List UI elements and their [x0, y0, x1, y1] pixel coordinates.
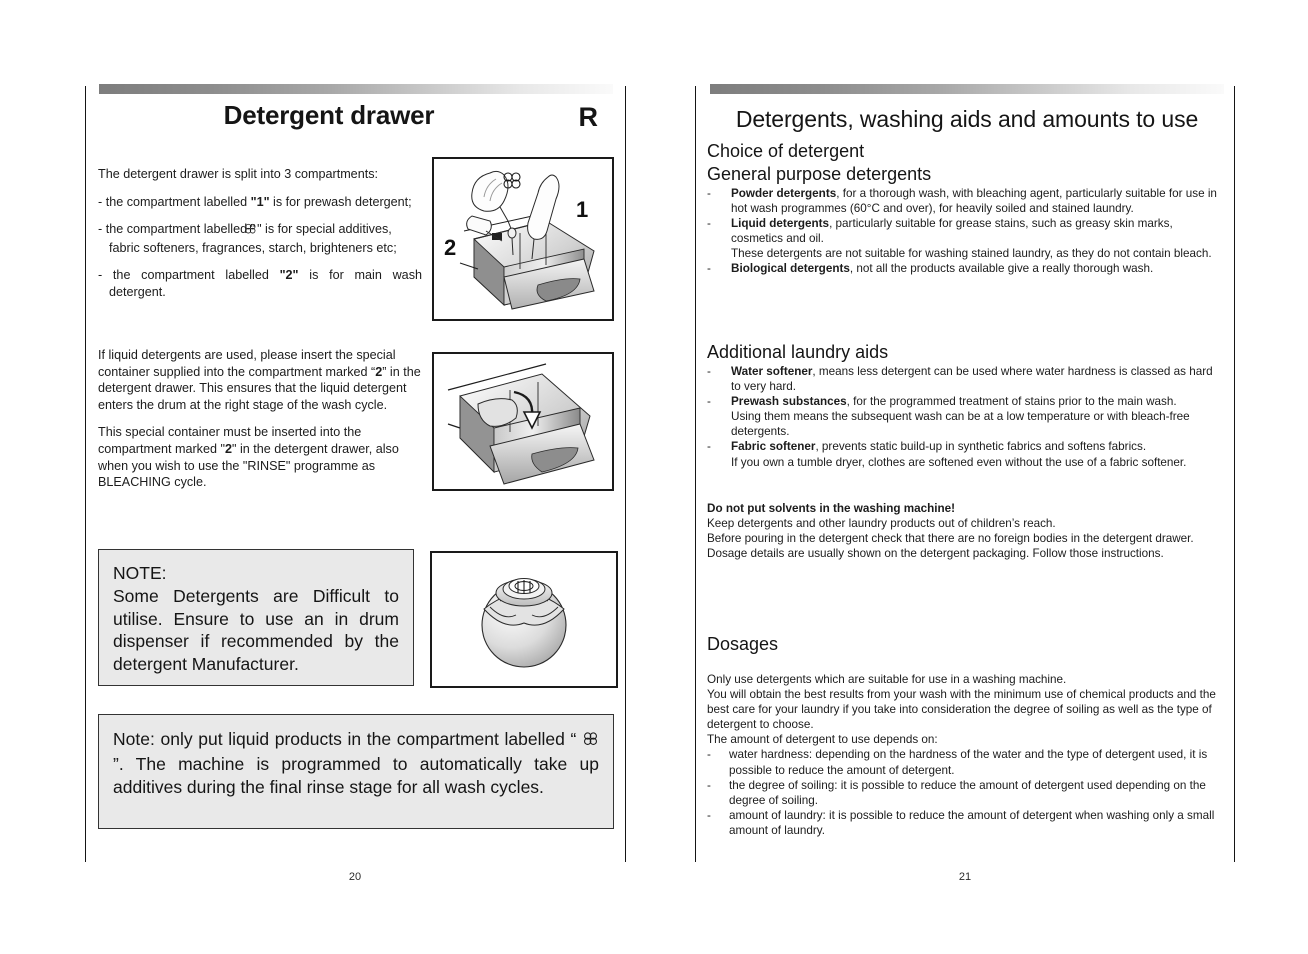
left-page-title-row [99, 100, 613, 144]
dosages-item-soiling [707, 778, 1219, 808]
aids-item-prewash-term: Prewash substances [731, 395, 847, 409]
market-code-label: R [578, 102, 598, 132]
folio-left: 20 [348, 871, 362, 883]
bullet-2-prefix: - the compartment labelled " [98, 222, 256, 237]
heading-choice-of-detergent: Choice of detergent [707, 141, 865, 161]
list-dash: - [707, 748, 711, 762]
general-item-liquid-term: Liquid detergents [731, 217, 830, 231]
intro-lead: The detergent drawer is split into 3 compartments: [98, 167, 378, 181]
intro-bullet-2 [98, 221, 422, 256]
list-dash: - [707, 217, 711, 231]
liquid-p1-part1: If liquid detergents are used, please insert the special container supplied into the compartment marked “ [98, 348, 396, 379]
page-left-edge-rule [85, 86, 86, 862]
aids-item-water-softener-text: , means less detergent can be used where water hardness is classed as hard to very hard. [731, 365, 1213, 394]
solvents-line-3: Dosage details are usually shown on the detergent packaging. Follow those instructions. [707, 547, 1164, 561]
solvents-line-2: Before pouring in the detergent check that there are no foreign bodies in the detergent drawer. [707, 532, 1194, 546]
aids-item-prewash [707, 394, 1219, 409]
aids-item-water-softener-term: Water softener [731, 365, 813, 378]
gutter-rule-right [695, 86, 696, 862]
general-item-powder-term: Powder detergents [731, 187, 837, 200]
liquid-p2-part2: " in the detergent drawer, also when you wish to use the "RINSE" programme as BLEACHING cycle. [98, 442, 399, 490]
solvents-line-1: Keep detergents and other laundry products out of children’s reach. [707, 517, 1056, 531]
dosages-item-soiling-text: the degree of soiling: it is possible to reduce the amount of detergent used depending on the degree of soiling. [729, 778, 1206, 807]
figure-drawer-liquid-container [432, 352, 614, 491]
left-page-header-banner [99, 84, 613, 94]
dosages-line-1: Only use detergents which are suitable for use in a washing machine. [707, 673, 1067, 686]
liquid-p2-part1: This special container must be inserted into the compartment marked " [98, 425, 362, 457]
dosages-item-amount-text: amount of laundry: it is possible to reduce the amount of detergent when washing only a small amount of laundry. [729, 808, 1215, 837]
aids-item-fabric-softener-continuation: If you own a tumble dryer, clothes are softened even without the use of a fabric softener. [731, 455, 1187, 469]
general-item-biological [707, 261, 1219, 276]
bullet-1-prefix: - the compartment labelled [98, 194, 251, 209]
liquid-detergent-text-block [98, 347, 428, 491]
dosages-block [707, 672, 1219, 838]
list-dash: - [707, 187, 711, 200]
additional-laundry-aids-list [707, 364, 1219, 470]
liquid-paragraph-2 [98, 424, 428, 490]
liquid-p1-mark: 2 [375, 364, 383, 379]
page-right-edge-rule [1234, 86, 1235, 862]
solvents-warning-heading: Do not put solvents in the washing machine! [707, 502, 956, 515]
aids-item-prewash-continuation: Using them means the subsequent wash can be at a low temperature or with bleach-free detergents. [731, 410, 1190, 439]
general-item-liquid-continuation: These detergents are not suitable for washing stained laundry, as they do not contain bleach. [731, 247, 1212, 261]
list-dash: - [707, 440, 711, 454]
note-box-in-drum-dispenser [98, 549, 414, 686]
general-purpose-detergents-list [707, 186, 1219, 277]
general-item-biological-text: , not all the products available give a really thorough wash. [849, 262, 1154, 276]
aids-item-prewash-text: , for the programmed treatment of stains prior to the main wash. [846, 395, 1177, 409]
figure-label-1: 1 [576, 197, 589, 222]
chapter-title: Detergent drawer [223, 100, 435, 130]
bullet-1-suffix: is for prewash detergent; [269, 194, 412, 209]
list-dash: - [707, 808, 711, 822]
note-drum-heading: NOTE: [113, 563, 167, 583]
aids-item-water-softener [707, 364, 1219, 394]
bullet-3-prefix: - the compartment labelled [98, 268, 280, 283]
gutter-rule-left [625, 86, 626, 862]
bullet-3-mark: "2" [279, 268, 299, 283]
aids-item-fabric-softener [707, 439, 1219, 454]
liquid-p1-part2: ” in the detergent drawer. This ensures that the liquid detergent enters the drum at the right stage of the wash cycle. [98, 364, 421, 412]
heading-general-purpose-detergents: General purpose detergents [707, 164, 932, 184]
general-item-powder-text: , for a thorough wash, with bleaching agent, particularly suitable for use in hot wash programmes (60°C and over), for heavily soiled and stained laundry. [731, 187, 1217, 216]
figure-label-2: 2 [444, 235, 457, 260]
right-page-title: Detergents, washing aids and amounts to use [735, 106, 1199, 132]
note-liquid-part2: ”. The machine is programmed to automatically take up additives during the final rinse stage for all wash cycles. [113, 753, 599, 797]
figure-detergent-drawer-with-bottles [432, 157, 614, 321]
list-dash: - [707, 262, 711, 276]
dosages-line-2: You will obtain the best results from your wash with the minimum use of chemical products and the best care for your laundry if you take into consideration the degree of soiling as well as the type of detergent to choose. [707, 688, 1216, 732]
right-page-header-banner [710, 84, 1224, 94]
aids-item-fabric-softener-text: , prevents static build-up in synthetic fabrics and softens fabrics. [815, 440, 1147, 454]
solvents-warning-block [707, 501, 1219, 561]
detergent-drawer-intro-block [98, 166, 422, 301]
note-liquid-part1: Note: only put liquid products in the compartment labelled “ [113, 729, 582, 749]
note-drum-body: Some Detergents are Difficult to utilise. Ensure to use an in drum dispenser if recommended by the detergent Manufacturer. [113, 585, 399, 674]
bullet-1-mark: "1" [250, 194, 270, 209]
flower-icon [582, 730, 599, 753]
general-item-liquid-text: , particularly suitable for grease stains, such as greasy skin marks, cosmetics and oil. [731, 217, 1173, 246]
folio-right: 21 [958, 871, 972, 883]
list-dash: - [707, 395, 711, 409]
figure-in-drum-dispenser-ball [430, 551, 618, 688]
general-item-biological-term: Biological detergents [731, 262, 850, 276]
liquid-paragraph-1 [98, 347, 428, 413]
list-dash: - [707, 365, 711, 378]
bullet-3-suffix: is for main wash detergent. [109, 268, 422, 300]
intro-bullet-1 [98, 194, 422, 211]
heading-additional-laundry-aids: Additional laundry aids [707, 342, 889, 362]
general-item-liquid [707, 216, 1219, 246]
note-box-liquid-products [98, 714, 614, 829]
intro-bullet-3 [98, 267, 422, 300]
aids-item-fabric-softener-term: Fabric softener [731, 440, 816, 454]
bullet-2-suffix: " is for special additives, fabric softeners, fragrances, starch, brighteners etc; [109, 222, 397, 255]
dosages-line-3: The amount of detergent to use depends on: [707, 733, 938, 747]
list-dash: - [707, 778, 711, 792]
general-item-powder [707, 186, 1219, 216]
dosages-item-water-hardness [707, 747, 1219, 777]
dosages-item-amount [707, 808, 1219, 838]
liquid-p2-mark: 2 [224, 442, 232, 457]
heading-dosages: Dosages [707, 634, 779, 654]
dosages-item-water-hardness-text: water hardness: depending on the hardness of the water and the type of detergent used, it is possible to reduce the amount of detergent. [729, 748, 1208, 777]
